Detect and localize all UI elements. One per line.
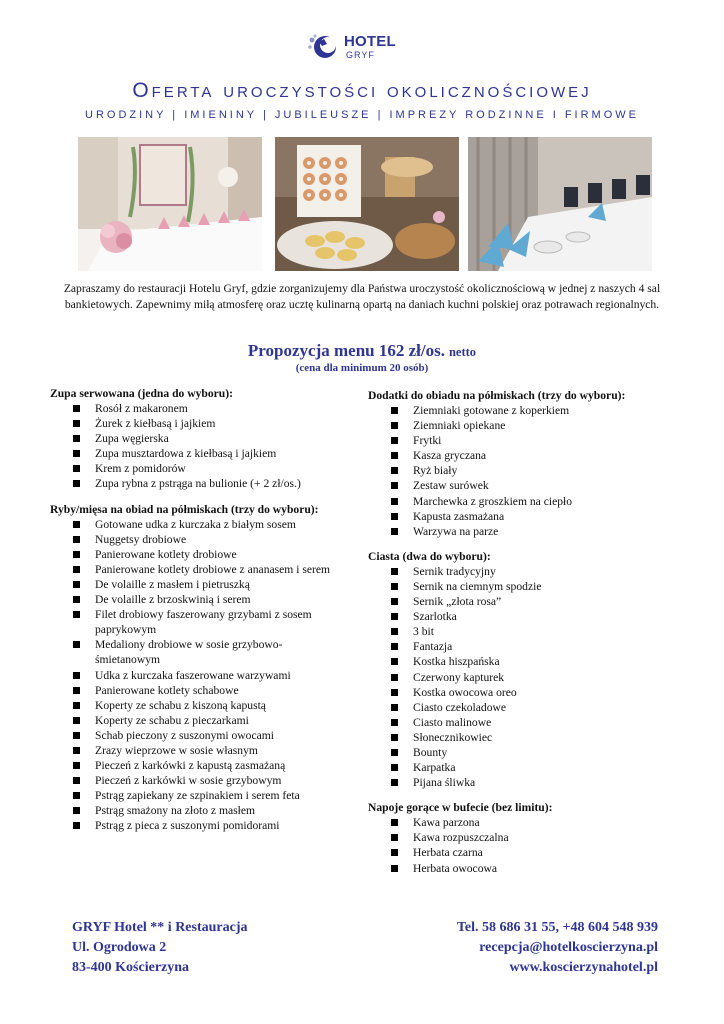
list-item: Rosół z makaronem [50, 401, 340, 416]
list-item: Szarlotka [368, 609, 668, 624]
cakes-section [368, 549, 668, 790]
soups-section [50, 386, 340, 492]
footer-email-link[interactable]: recepcja@hotelkoscierzyna.pl [479, 940, 658, 955]
list-item: De volaille z brzoskwinią i serem [50, 592, 340, 607]
list-item: Karpatka [368, 760, 668, 775]
list-item: Kawa rozpuszczalna [368, 830, 668, 845]
sides-heading: Dodatki do obiadu na półmiskach (trzy do wyboru): [368, 389, 626, 402]
photo-banquet-hall [78, 137, 262, 271]
list-item: Ciasto czekoladowe [368, 700, 668, 715]
list-item: Ryż biały [368, 463, 668, 478]
list-item: Medaliony drobiowe w sosie grzybowo-śmietanowym [50, 637, 340, 667]
list-item: Filet drobiowy faszerowany grzybami z sosem paprykowym [50, 607, 340, 637]
footer-hotel-name: GRYF Hotel ** i Restauracja [72, 920, 248, 935]
sides-list [368, 403, 668, 539]
list-item: Ciasto malinowe [368, 715, 668, 730]
list-item: Pieczeń z karkówki w sosie grzybowym [50, 773, 340, 788]
menu-min-guests: (cena dla minimum 20 osób) [295, 362, 429, 374]
intro-paragraph: Zapraszamy do restauracji Hotelu Gryf, gdzie zorganizujemy dla Państwa uroczystość okolicznościową w jednej z naszych 4 sal bankietowych. Zapewnimy miłą atmosferę oraz ucztę kulinarną opartą na daniach kuchni polskiej oraz potrawach regionalnych. [63, 282, 661, 311]
list-item: Pieczeń z karkówki z kapustą zasmażaną [50, 758, 340, 773]
mains-heading: Ryby/mięsa na obiad na półmiskach (trzy do wyboru): [50, 502, 319, 516]
photo-blue-banquet [468, 137, 652, 271]
list-item: Fantazja [368, 639, 668, 654]
list-item: Pijana śliwka [368, 775, 668, 790]
footer-phone[interactable]: Tel. 58 686 31 55, +48 604 548 939 [456, 920, 658, 935]
list-item: Panierowane kotlety drobiowe z ananasem i serem [50, 562, 340, 577]
cakes-heading: Ciasta (dwa do wyboru): [368, 549, 491, 563]
list-item: Zupa musztardowa z kiełbasą i jajkiem [50, 446, 340, 461]
hotel-logo [304, 30, 424, 64]
list-item: Bounty [368, 745, 668, 760]
logo-brand: HOTEL [344, 33, 396, 50]
photo-donut-wall [275, 137, 459, 271]
soups-list [50, 401, 340, 492]
page-title: Oferta uroczystości okolicznościowej [132, 79, 592, 102]
list-item: Frytki [368, 433, 668, 448]
list-item: Kapusta zasmażana [368, 509, 668, 524]
list-item: De volaille z masłem i pietruszką [50, 577, 340, 592]
list-item: Zrazy wieprzowe w sosie własnym [50, 743, 340, 758]
list-item: Panierowane kotlety schabowe [50, 683, 340, 698]
list-item: Panierowane kotlety drobiowe [50, 547, 340, 562]
list-item: Czerwony kapturek [368, 670, 668, 685]
list-item: Słonecznikowiec [368, 730, 668, 745]
list-item: Pstrąg z pieca z suszonymi pomidorami [50, 818, 340, 833]
sides-section [368, 388, 668, 539]
list-item: Sernik na ciemnym spodzie [368, 579, 668, 594]
footer-contact [457, 918, 658, 978]
menu-right-column [368, 388, 668, 886]
drinks-list [368, 815, 668, 875]
drinks-section [368, 800, 668, 875]
menu-left-column [50, 386, 340, 844]
menu-title-price: Propozycja menu 162 zł/os. [247, 341, 445, 360]
footer-website-link[interactable]: www.koscierzynahotel.pl [509, 960, 658, 975]
list-item: Herbata owocowa [368, 861, 668, 876]
list-item: Krem z pomidorów [50, 461, 340, 476]
menu-title-suffix: netto [448, 345, 477, 359]
gryf-emblem-icon [304, 32, 344, 62]
list-item: Schab pieczony z suszonymi owocami [50, 728, 340, 743]
mains-list [50, 517, 340, 834]
footer-city: 83-400 Kościerzyna [72, 960, 190, 975]
list-item: Ziemniaki gotowane z koperkiem [368, 403, 668, 418]
menu-title [0, 341, 724, 361]
list-item: Kasza gryczana [368, 448, 668, 463]
list-item: Zestaw surówek [368, 478, 668, 493]
list-item: Pstrąg smażony na złoto z masłem [50, 803, 340, 818]
list-item: Herbata czarna [368, 845, 668, 860]
footer-street: Ul. Ogrodowa 2 [72, 940, 167, 955]
list-item: Koperty ze schabu z pieczarkami [50, 713, 340, 728]
photo-strip [78, 137, 646, 271]
list-item: Warzywa na parze [368, 524, 668, 539]
list-item: Sernik tradycyjny [368, 564, 668, 579]
list-item: Zupa rybna z pstrąga na bulionie (+ 2 zł/os.) [50, 476, 340, 491]
list-item: 3 bit [368, 624, 668, 639]
page-subtitle: URODZINY | IMIENINY | JUBILEUSZE | IMPREZY RODZINNE I FIRMOWE [85, 109, 639, 121]
soups-heading: Zupa serwowana (jedna do wyboru): [50, 387, 233, 400]
list-item: Sernik „złota rosa” [368, 594, 668, 609]
list-item: Marchewka z groszkiem na ciepło [368, 494, 668, 509]
list-item: Nuggetsy drobiowe [50, 532, 340, 547]
list-item: Żurek z kiełbasą i jajkiem [50, 416, 340, 431]
footer-address [72, 918, 248, 978]
list-item: Zupa węgierska [50, 431, 340, 446]
list-item: Kostka hiszpańska [368, 654, 668, 669]
cakes-list [368, 564, 668, 790]
list-item: Koperty ze schabu z kiszoną kapustą [50, 698, 340, 713]
list-item: Pstrąg zapiekany ze szpinakiem i serem feta [50, 788, 340, 803]
logo-sub: GRYF [346, 50, 375, 60]
list-item: Kostka owocowa oreo [368, 685, 668, 700]
list-item: Udka z kurczaka faszerowane warzywami [50, 668, 340, 683]
list-item: Gotowane udka z kurczaka z białym sosem [50, 517, 340, 532]
list-item: Ziemniaki opiekane [368, 418, 668, 433]
list-item: Kawa parzona [368, 815, 668, 830]
drinks-heading: Napoje gorące w bufecie (bez limitu): [368, 801, 553, 815]
mains-section [50, 502, 340, 834]
